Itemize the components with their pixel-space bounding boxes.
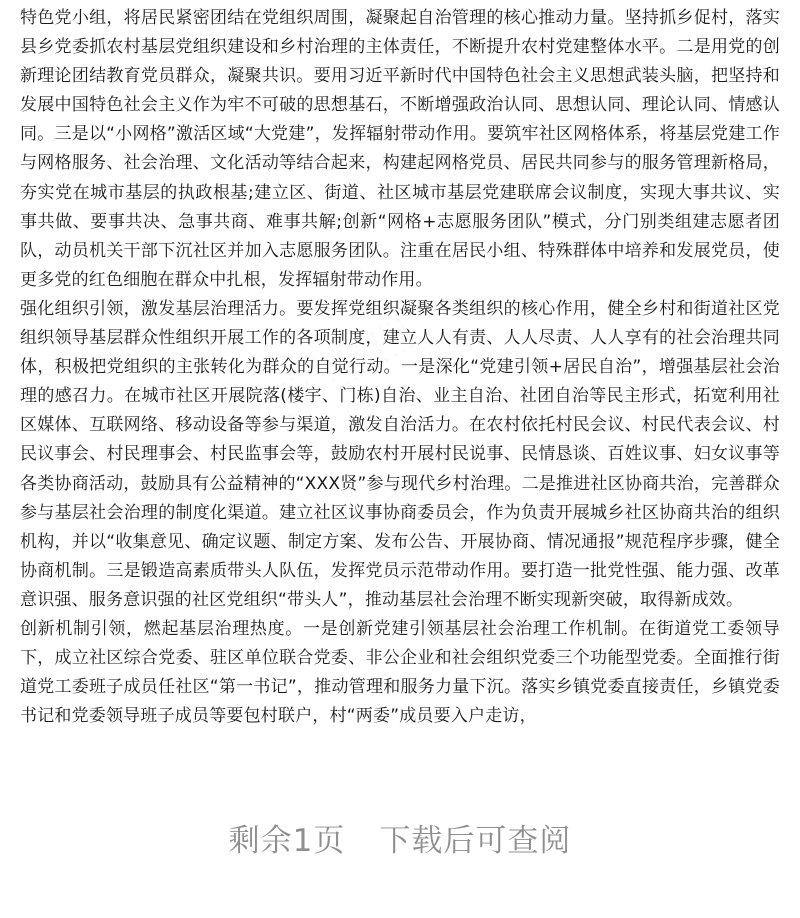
remaining-pages-label: 剩余1页 bbox=[228, 823, 346, 859]
paragraph-2: 强化组织引领，激发基层治理活力。要发挥党组织凝聚各类组织的核心作用，健全乡村和街道社区党组织领导基层群众性组织开展工作的各项制度，建立人人有责、人人尽责、人人享有的社会治理共同体，积极把党组织的主张转化为群众的自觉行动。一是深化“党建引领+居民自治”，增强基层社会治理的感召力。在城市社区开展院落(楼宇、门栋)自治、业主自治、社团自治等民主形式，拓宽利用社区媒体、互联网络、移动设备等参与渠道，激发自治活力。在农村依托村民会议、村民代表会议、村民议事会、村民理事会、村民监事会等，鼓励农村开展村民说事、民情恳谈、百姓议事、妇女议事等各类协商活动，鼓励具有公益精神的“XXX贤”参与现代乡村治理。二是推进社区协商共治，完善群众参与基层社会治理的制度化渠道。建立社区议事协商委员会，作为负责开展城乡社区协商共治的组织机构，并以“收集意见、确定议题、制定方案、发布公告、开展协商、情况通报”规范程序步骤，健全协商机制。三是锻造高素质带头人队伍，发挥党员示范带动作用。要打造一批党性强、能力强、改革意识强、服务意识强的社区党组织“带头人”，推动基层社会治理不断实现新突破，取得新成效。 bbox=[20, 298, 780, 610]
paragraph-1: 特色党小组，将居民紧密团结在党组织周围，凝聚起自治管理的核心推动力量。坚持抓乡促村，落实县乡党委抓农村基层党组织建设和乡村治理的主体责任，不断提升农村党建整体水平。二是用党的创新理论团结教育党员群众，凝聚共识。要用习近平新时代中国特色社会主义思想武装头脑，把坚持和发展中国特色社会主义作为牢不可破的思想基石，不断增强政治认同、思想认同、理论认同、情感认同。三是以“小网格”激活区域“大党建”，发挥辐射带动作用。要筑牢社区网格体系，将基层党建工作与网格服务、社会治理、文化活动等结合起来，构建起网格党员、居民共同参与的服务管理新格局，夯实党在城市基层的执政根基;建立区、街道、社区城市基层党建联席会议制度，实现大事共议、实事共做、要事共决、急事共商、难事共解;创新“网格+志愿服务团队”模式，分门别类组建志愿者团队，动员机关干部下沉社区并加入志愿服务团队。注重在居民小组、特殊群体中培养和发展党员，使更多党的红色细胞在群众中扎根，发挥辐射带动作用。 bbox=[20, 8, 780, 290]
remaining-pages-notice[interactable] bbox=[0, 815, 800, 860]
background-watermark: ⬚ ⬚ ⬚ ⬚ bbox=[215, 304, 422, 453]
document-body bbox=[20, 4, 780, 731]
download-hint-label: 下载后可查阅 bbox=[379, 823, 572, 859]
paragraph-3: 创新机制引领，燃起基层治理热度。一是创新党建引领基层社会治理工作机制。在街道党工委领导下，成立社区综合党委、驻区单位联合党委、非公企业和社会组织党委三个功能型党委。全面推行街道党工委班子成员任社区“第一书记”，推动管理和服务力量下沉。落实乡镇党委直接责任，乡镇党委书记和党委领导班子成员等要包村联户，村“两委”成员要入户走访， bbox=[20, 618, 780, 727]
